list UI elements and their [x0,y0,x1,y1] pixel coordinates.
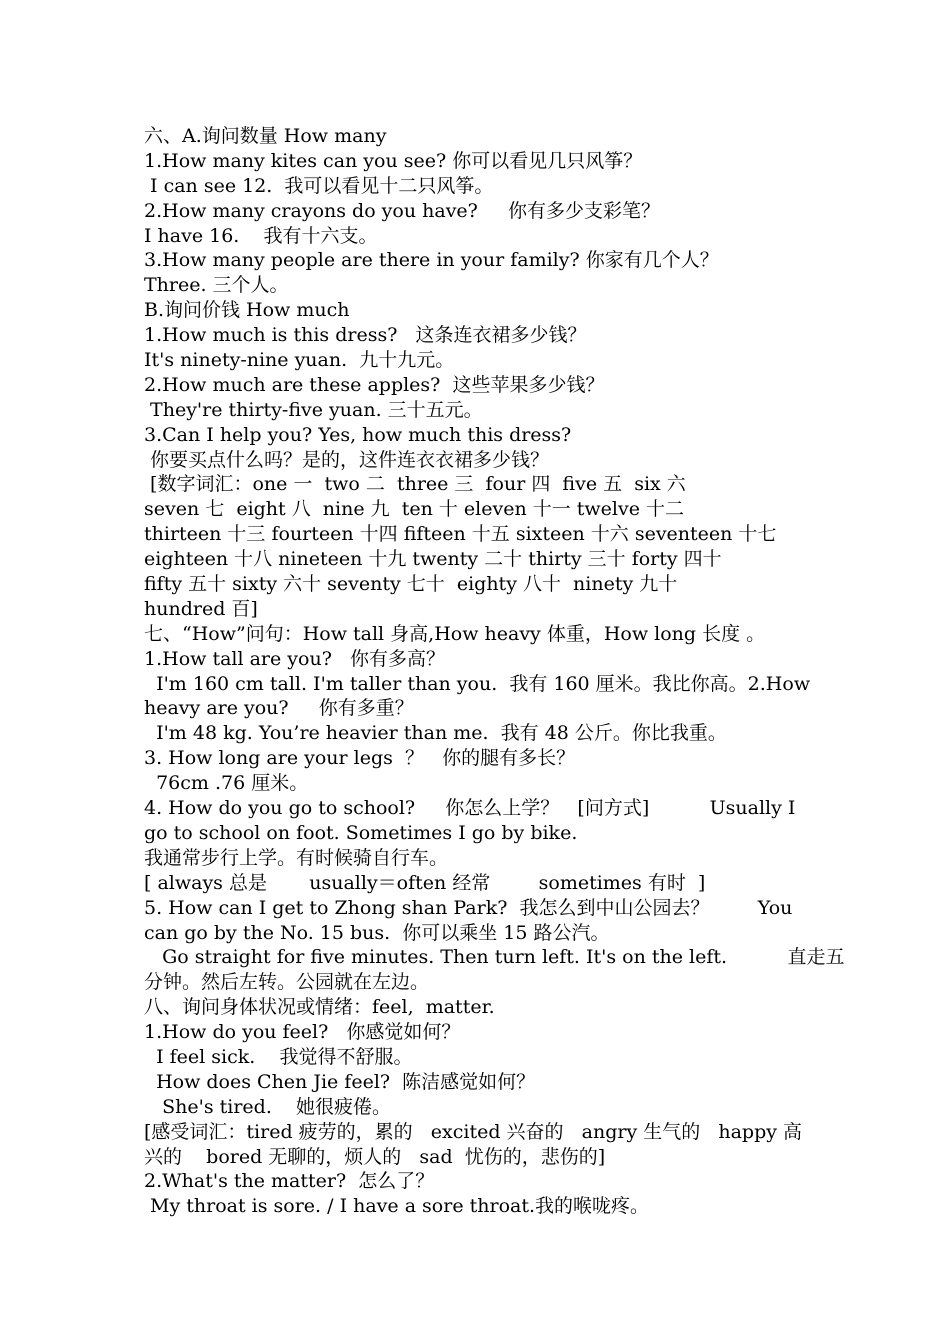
feeling-vocabulary-line: 兴的 bored 无聊的，烦人的 sad 忧伤的，悲伤的] [144,1145,606,1168]
number-vocabulary-line: eighteen 十八 nineteen 十九 twenty 二十 thirty 三十 forty 四十 [144,548,722,571]
text-line: 1.How tall are you? 你有多高？ [144,647,446,670]
text-line: I feel sick. 我觉得不舒服。 [144,1045,413,1068]
text-line: I can see 12. 我可以看见十二只风筝。 [144,174,494,197]
section-heading-how-many: 六、A.询问数量 How many [144,125,387,147]
text-line: 1.How many kites can you see? 你可以看见几只风筝？ [144,149,643,172]
text-line: 我通常步行上学。有时候骑自行车。 [144,846,449,869]
text-line: 3.How many people are there in your family? 你家有几个人？ [144,249,719,272]
text-line: 2.How many crayons do you have? 你有多少支彩笔？ [144,199,661,222]
document-body [144,124,845,1219]
text-line: 3.Can I help you? Yes, how much this dress? [144,423,572,446]
frequency-vocabulary-line: [ always 总是 usually＝often 经常 sometimes 有时 ] [144,871,706,894]
feeling-vocabulary-line: [感受词汇：tired 疲劳的，累的 excited 兴奋的 angry 生气的 happy 高 [144,1120,803,1143]
text-line: 分钟。然后左转。公园就在左边。 [144,971,430,994]
text-line: 2.What's the matter? 怎么了？ [144,1170,435,1193]
text-line: 2.How much are these apples? 这些苹果多少钱？ [144,373,605,396]
text-line: 你要买点什么吗？是的，这件连衣衣裙多少钱？ [144,448,550,471]
text-line: How does Chen Jie feel? 陈洁感觉如何？ [144,1070,536,1093]
section-heading-how-much: B.询问价钱 How much [144,299,350,322]
section-heading-feelings: 八、询问身体状况或情绪：feel, matter. [144,996,495,1019]
text-line: I have 16. 我有十六支。 [144,224,378,247]
text-line: Go straight for five minutes. Then turn left. It's on the left. 直走五 [144,946,845,969]
text-line: Three. 三个人。 [144,274,289,297]
section-heading-how-questions: 七、“How”问句：How tall 身高,How heavy 体重，How long 长度 。 [144,622,766,645]
text-line: heavy are you? 你有多重？ [144,697,414,720]
text-line: I'm 160 cm tall. I'm taller than you. 我有 160 厘米。我比你高。2.How [144,672,811,695]
text-line: go to school on foot. Sometimes I go by bike. [144,821,578,844]
text-line: My throat is sore. / I have a sore throat.我的喉咙疼。 [144,1195,650,1218]
text-line: It's ninety-nine yuan. 九十九元。 [144,349,455,372]
text-line: 76cm .76 厘米。 [144,772,309,795]
text-line: 1.How much is this dress? 这条连衣裙多少钱？ [144,324,587,347]
number-vocabulary-line: fifty 五十 sixty 六十 seventy 七十 eighty 八十 ninety 九十 [144,573,678,596]
text-line: can go by the No. 15 bus. 你可以乘坐 15 路公汽。 [144,921,610,944]
text-line: 3. How long are your legs ？ 你的腿有多长？ [144,747,576,770]
text-line: She's tired. 她很疲倦。 [144,1095,392,1118]
text-line: 5. How can I get to Zhong shan Park? 我怎么到中山公园去？ You [144,896,793,919]
text-line: I'm 48 kg. You’re heavier than me. 我有 48 公斤。你比我重。 [144,722,727,745]
text-line: 1.How do you feel? 你感觉如何？ [144,1021,461,1044]
text-line: 4. How do you go to school? 你怎么上学？ [问方式] Usually I [144,797,796,820]
number-vocabulary-line: thirteen 十三 fourteen 十四 fifteen 十五 sixteen 十六 seventeen 十七 [144,523,777,546]
number-vocabulary-line: [数字词汇：one 一 two 二 three 三 four 四 five 五 six 六 [144,473,686,496]
number-vocabulary-line: seven 七 eight 八 nine 九 ten 十 eleven 十一 twelve 十二 [144,498,685,521]
number-vocabulary-line: hundred 百] [144,597,258,620]
text-line: They're thirty-five yuan. 三十五元。 [144,398,483,421]
